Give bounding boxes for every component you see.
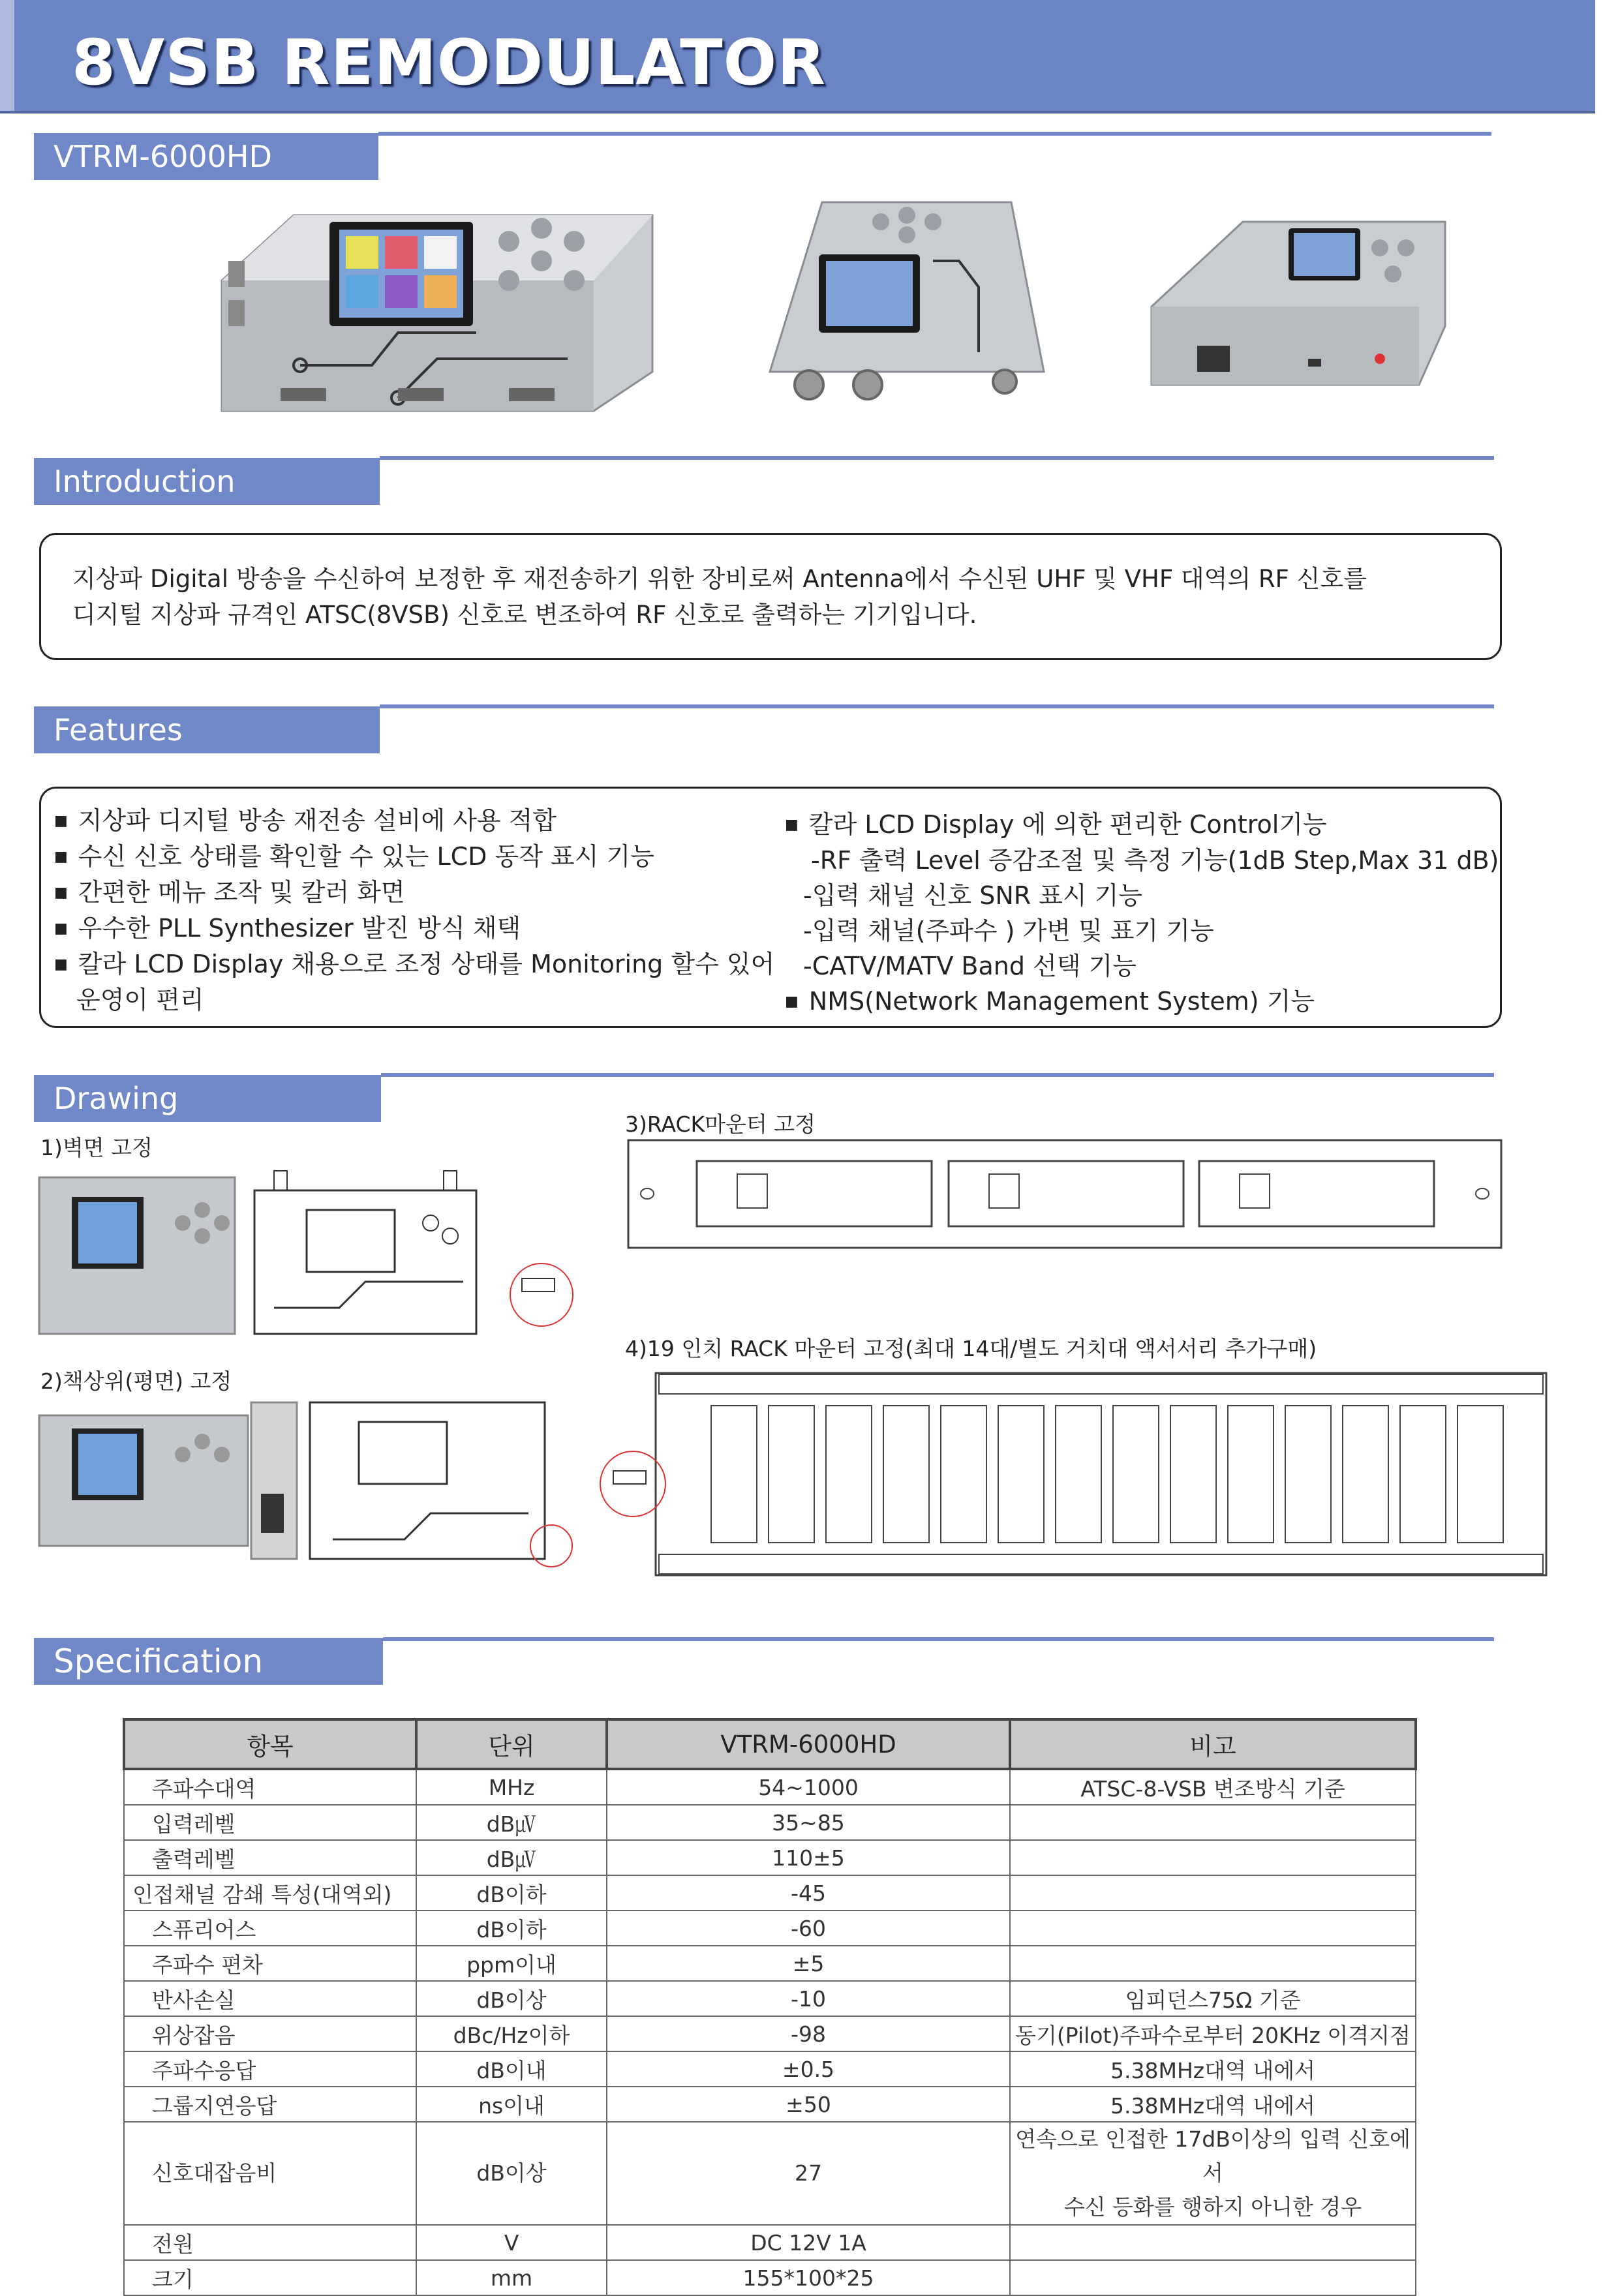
table-row: 인접채널 감쇄 특성(대역외) dB이하 -45 <box>124 1875 1416 1911</box>
drawing-rack-mount <box>626 1138 1504 1252</box>
drawing-caption-desk: 2)책상위(평면) 고정 <box>40 1368 232 1394</box>
feature-subitem: -RF 출력 Level 증감조절 및 측정 기능(1dB Step,Max 31 dB) <box>811 846 1499 875</box>
features-rule <box>380 704 1494 708</box>
introduction-heading: Introduction <box>34 458 380 505</box>
introduction-box <box>39 533 1502 660</box>
feature-subitem: -입력 채널 신호 SNR 표시 기능 <box>803 881 1143 910</box>
feature-item: ■ 칼라 LCD Display 에 의한 편리한 Control기능 <box>785 807 1499 843</box>
table-row: 출력레벨 dB㎶ 110±5 <box>124 1840 1416 1875</box>
introduction-rule <box>380 456 1494 460</box>
col-header-model: VTRM-6000HD <box>607 1719 1010 1769</box>
table-row: 전원 V DC 12V 1A <box>124 2225 1416 2260</box>
product-photo-back <box>1145 209 1452 398</box>
features-box <box>39 787 1502 1028</box>
feature-item-continued: 운영이 편리 <box>76 986 204 1014</box>
specification-heading: Specification <box>34 1638 383 1685</box>
table-row: 그룹지연응답 ns이내 ±50 5.38MHz대역 내에서 <box>124 2087 1416 2122</box>
table-row: 주파수대역 MHz 54~1000 ATSC-8-VSB 변조방식 기준 <box>124 1769 1416 1805</box>
feature-subitem: -CATV/MATV Band 선택 기능 <box>803 952 1137 980</box>
specification-rule <box>383 1637 1494 1641</box>
feature-item: ■ NMS(Network Management System) 기능 <box>785 984 1499 1020</box>
feature-item: ■ 칼라 LCD Display 채용으로 조정 상태를 Monitoring 할수 있어 <box>54 946 774 982</box>
introduction-line: 디지털 지상파 규격인 ATSC(8VSB) 신호로 변조하여 RF 신호로 출력하는 기기입니다. <box>72 601 977 629</box>
drawing-desk-mount <box>13 1396 587 1572</box>
feature-item: ■ 우수한 PLL Synthesizer 발진 방식 채택 <box>54 911 774 946</box>
drawing-19inch-rack <box>594 1367 1553 1588</box>
col-header-unit: 단위 <box>416 1719 607 1769</box>
drawing-rule <box>381 1073 1494 1077</box>
drawing-caption-rack: 3)RACK마운터 고정 <box>625 1111 816 1137</box>
col-header-note: 비고 <box>1010 1719 1416 1769</box>
model-rule <box>378 132 1491 136</box>
product-photo-top <box>763 189 1050 411</box>
table-row: 입력레벨 dB㎶ 35~85 <box>124 1805 1416 1840</box>
snr-note-line: 연속으로 인접한 17dB이상의 입력 신호에서 <box>1015 2126 1411 2186</box>
table-row: 신호대잡음비 dB이상 27 연속으로 인접한 17dB이상의 입력 신호에서 수신 등화를 행하지 아니한 경우 <box>124 2122 1416 2225</box>
col-header-item: 항목 <box>124 1719 416 1769</box>
table-row: 크기 mm 155*100*25 <box>124 2260 1416 2295</box>
feature-subitem: -입력 채널(주파수 ) 가변 및 표기 기능 <box>803 916 1214 945</box>
feature-item: ■ 수신 신호 상태를 확인할 수 있는 LCD 동작 표시 기능 <box>54 839 774 875</box>
table-row: 주파수응답 dB이내 ±0.5 5.38MHz대역 내에서 <box>124 2051 1416 2087</box>
table-row: 스퓨리어스 dB이하 -60 <box>124 1911 1416 1946</box>
table-row: 반사손실 dB이상 -10 임피던스75Ω 기준 <box>124 1981 1416 2016</box>
title-bar <box>0 0 1595 113</box>
introduction-line: 지상파 Digital 방송을 수신하여 보정한 후 재전송하기 위한 장비로써 Antenna에서 수신된 UHF 및 VHF 대역의 RF 신호를 <box>72 565 1367 593</box>
spec-header-row <box>124 1719 1416 1769</box>
product-photo-front <box>202 202 659 417</box>
feature-item: ■ 간편한 메뉴 조작 및 칼러 화면 <box>54 875 774 911</box>
features-heading: Features <box>34 706 380 753</box>
model-banner <box>34 133 378 180</box>
spec-table <box>123 1718 1417 2296</box>
drawing-heading: Drawing <box>34 1075 381 1122</box>
page-title: 8VSB REMODULATOR <box>72 26 827 99</box>
drawing-wall-mount <box>13 1164 587 1360</box>
introduction-text <box>72 561 1367 633</box>
table-row: 주파수 편차 ppm이내 ±5 <box>124 1946 1416 1981</box>
table-row: 위상잡음 dBc/Hz이하 -98 동기(Pilot)주파수로부터 20KHz 이격지점 <box>124 2016 1416 2051</box>
title-accent <box>0 0 14 111</box>
features-right-column <box>785 807 1499 1020</box>
drawing-caption-wall: 1)벽면 고정 <box>40 1135 153 1160</box>
drawing-caption-19inch-rack: 4)19 인치 RACK 마운터 고정(최대 14대/별도 거치대 액서서리 추가구매) <box>625 1336 1317 1361</box>
snr-note-line: 수신 등화를 행하지 아니한 경우 <box>1063 2194 1362 2220</box>
model-banner-label: VTRM-6000HD <box>53 139 272 174</box>
features-left-column <box>54 803 774 1018</box>
feature-item: ■ 지상파 디지털 방송 재전송 설비에 사용 적합 <box>54 803 774 839</box>
